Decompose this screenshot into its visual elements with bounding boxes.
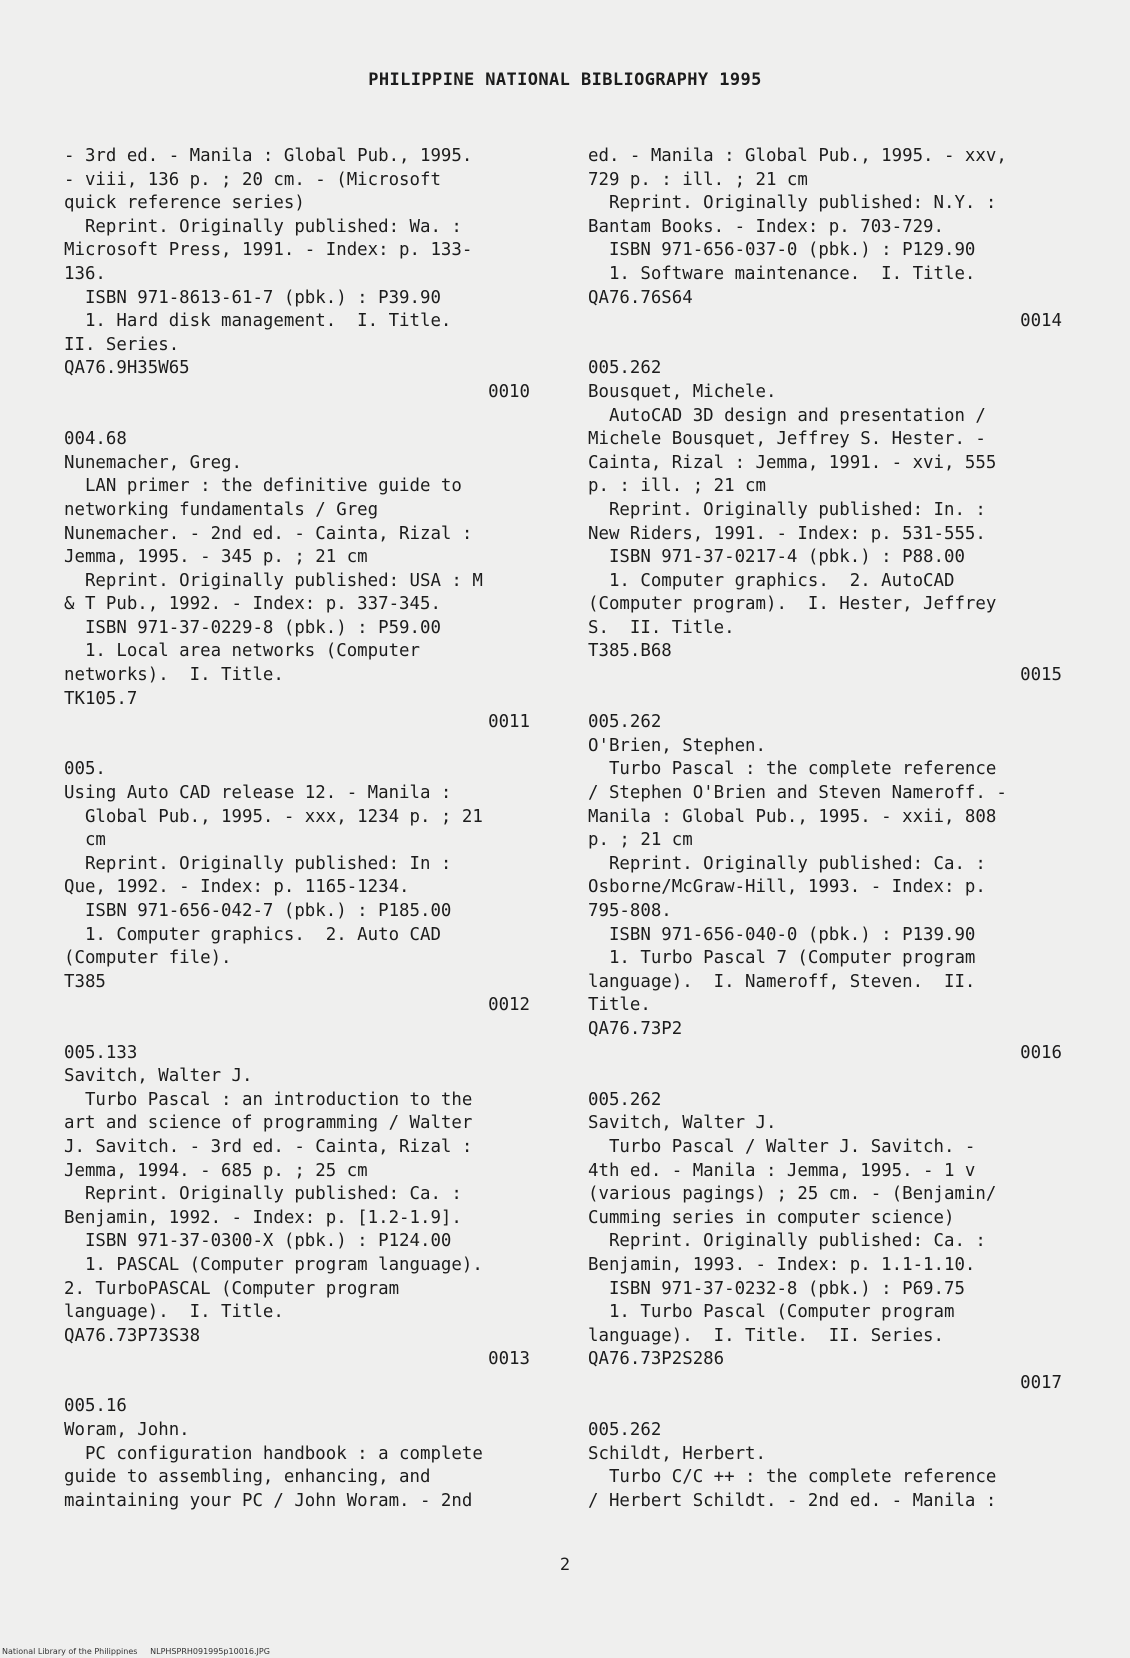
entry-line: Reprint. Originally published: Ca. : [588,853,986,874]
spacer-line [588,1395,1066,1419]
entry-line: Using Auto CAD release 12. - Manila : [64,783,452,804]
entry-line: QA76.76S64 [588,287,693,308]
entry-line: 729 p. : ill. ; 21 cm [588,169,808,190]
entry-line: Osborne/McGraw-Hill, 1993. - Index: p. [588,877,986,898]
entry-line: / Stephen O'Brien and Steven Nameroff. - [588,783,1007,804]
entry-line: New Riders, 1991. - Index: p. 531-555. [588,523,986,544]
entry-line: quick reference series) [64,193,305,214]
entry-line: Benjamin, 1993. - Index: p. 1.1-1.10. [588,1254,976,1275]
entry-line: / Herbert Schildt. - 2nd ed. - Manila : [588,1490,997,1511]
entry-line: 005.262 [588,358,662,379]
entry-line: Reprint. Originally published: In. : [588,499,986,520]
entry-line: 136. [64,263,106,284]
entry-line: O'Brien, Stephen. [588,735,766,756]
spacer-line [588,688,1066,712]
entry-line: 795-808. [588,901,672,921]
entry-line: 005.262 [588,712,662,733]
entry-line: Global Pub., 1995. - xxx, 1234 p. ; 21 [64,806,483,827]
entry-line: ISBN 971-37-0229-8 (pbk.) : P59.00 [64,617,441,638]
page-number: 2 [559,1555,571,1575]
entry-line: S. II. Title. [588,617,735,638]
entry-line: Reprint. Originally published: In : [64,853,452,874]
entry-line: 1. Turbo Pascal 7 (Computer program [588,948,976,969]
entry-line: p. ; 21 cm [588,830,693,851]
entry-number: 0013 [488,1349,530,1370]
entry-number: 0016 [1020,1042,1062,1063]
entry-line: QA76.73P73S38 [64,1325,201,1346]
spacer-line [588,1065,1066,1089]
entry-line: Cumming series in computer science) [588,1207,955,1228]
entry-line: Jemma, 1994. - 685 p. ; 25 cm [64,1160,368,1181]
entry-number: 0014 [1020,311,1062,332]
entry-line: Title. [588,995,651,1016]
right-column [588,145,1066,1513]
entry-line: art and science of programming / Walter [64,1113,473,1134]
entry-number: 0017 [1020,1372,1062,1393]
entry-line: 005.262 [588,1089,662,1110]
entry-number: 0011 [488,712,530,733]
entry-line: ISBN 971-37-0217-4 (pbk.) : P88.00 [588,547,965,568]
entry-line: Microsoft Press, 1991. - Index: p. 133- [64,240,473,261]
entry-line: ISBN 971-656-042-7 (pbk.) : P185.00 [64,901,452,921]
entry-line: 1. Turbo Pascal (Computer program [588,1302,955,1323]
page-title: PHILIPPINE NATIONAL BIBLIOGRAPHY 1995 [368,70,762,90]
entry-line: Bantam Books. - Index: p. 703-729. [588,216,944,237]
entry-line: Savitch, Walter J. [64,1066,253,1087]
entry-line: Jemma, 1995. - 345 p. ; 21 cm [64,547,368,568]
entry-line: cm [64,830,106,851]
scan-footer: National Library of the Philippines NLPHSPRH091995p10016.JPG [2,1647,270,1656]
entry-line: Reprint. Originally published: USA : M [64,570,483,591]
entry-line: 1. Hard disk management. I. Title. [64,311,452,332]
entry-line: T385.B68 [588,641,672,662]
entry-line: Michele Bousquet, Jeffrey S. Hester. - [588,429,986,450]
entry-line: II. Series. [64,334,180,355]
entry-line: maintaining your PC / John Woram. - 2nd [64,1490,473,1511]
entry-number: 0012 [488,995,530,1016]
entry-line: 005.16 [64,1396,127,1417]
entry-line: LAN primer : the definitive guide to [64,476,462,497]
entry-line: 4th ed. - Manila : Jemma, 1995. - 1 v [588,1160,976,1181]
entry-line: language). I. Title. [64,1302,284,1323]
entry-line: 1. Computer graphics. 2. AutoCAD [588,570,955,591]
entry-line: Bousquet, Michele. [588,381,777,402]
entry-line: ISBN 971-37-0232-8 (pbk.) : P69.75 [588,1278,965,1299]
entry-line: 1. Computer graphics. 2. Auto CAD [64,924,441,945]
entry-line: Woram, John. [64,1420,190,1441]
entry-line: 005.262 [588,1420,662,1441]
entry-line: Cainta, Rizal : Jemma, 1991. - xvi, 555 [588,452,997,473]
entry-line: Reprint. Originally published: N.Y. : [588,193,997,214]
entry-line: 1. Software maintenance. I. Title. [588,263,976,284]
entry-line: ISBN 971-656-040-0 (pbk.) : P139.90 [588,924,976,945]
left-column [64,145,534,1513]
entry-line: PC configuration handbook : a complete [64,1443,483,1464]
entry-line: p. : ill. ; 21 cm [588,476,766,497]
spacer-line [64,405,534,429]
entry-line: Reprint. Originally published: Ca. : [64,1184,462,1205]
entry-line: Turbo Pascal : the complete reference [588,759,997,780]
entry-line: language). I. Title. II. Series. [588,1325,944,1346]
spacer-line [64,1018,534,1042]
entry-line: AutoCAD 3D design and presentation / [588,405,986,426]
entry-line: Schildt, Herbert. [588,1443,766,1464]
entry-line: ISBN 971-656-037-0 (pbk.) : P129.90 [588,240,976,261]
entry-line: QA76.9H35W65 [64,358,190,379]
entry-number: 0010 [488,381,530,402]
entry-line: 1. PASCAL (Computer program language). [64,1254,483,1275]
entry-line: 1. Local area networks (Computer [64,641,420,662]
entry-line: Nunemacher. - 2nd ed. - Cainta, Rizal : [64,523,473,544]
entry-line: Reprint. Originally published: Wa. : [64,216,462,237]
entry-line: ISBN 971-37-0300-X (pbk.) : P124.00 [64,1231,452,1252]
entry-line: (various pagings) ; 25 cm. - (Benjamin/ [588,1184,997,1205]
entry-line: Reprint. Originally published: Ca. : [588,1231,986,1252]
entry-line: Benjamin, 1992. - Index: p. [1.2-1.9]. [64,1207,462,1228]
spacer-line [588,334,1066,358]
entry-line: 004.68 [64,429,127,450]
entry-line: - viii, 136 p. ; 20 cm. - (Microsoft [64,169,441,190]
entry-line: networking fundamentals / Greg [64,499,379,520]
entry-line: TK105.7 [64,688,138,709]
entry-line: T385 [64,971,106,992]
entry-line: ISBN 971-8613-61-7 (pbk.) : P39.90 [64,287,441,308]
entry-line: Que, 1992. - Index: p. 1165-1234. [64,877,410,898]
entry-line: 2. TurboPASCAL (Computer program [64,1278,400,1299]
entry-line: - 3rd ed. - Manila : Global Pub., 1995. [64,146,473,166]
entry-line: Manila : Global Pub., 1995. - xxii, 808 [588,806,997,827]
entry-line: QA76.73P2S286 [588,1349,725,1370]
entry-line: guide to assembling, enhancing, and [64,1467,431,1488]
entry-line: J. Savitch. - 3rd ed. - Cainta, Rizal : [64,1136,473,1157]
spacer-line [64,1372,534,1396]
entry-line: 005. [64,759,106,780]
spacer-line [64,735,534,759]
entry-line: Turbo C/C ++ : the complete reference [588,1467,997,1488]
entry-line: 005.133 [64,1042,138,1063]
entry-line: (Computer file). [64,948,232,969]
entry-line: Nunemacher, Greg. [64,452,242,473]
entry-line: networks). I. Title. [64,665,284,686]
entry-line: Savitch, Walter J. [588,1113,777,1134]
entry-line: & T Pub., 1992. - Index: p. 337-345. [64,594,441,615]
entry-line: (Computer program). I. Hester, Jeffrey [588,594,997,615]
entry-number: 0015 [1020,665,1062,686]
entry-line: QA76.73P2 [588,1018,683,1039]
entry-line: Turbo Pascal / Walter J. Savitch. - [588,1136,976,1157]
entry-line: language). I. Nameroff, Steven. II. [588,971,976,992]
entry-line: ed. - Manila : Global Pub., 1995. - xxv, [588,146,1007,166]
entry-line: Turbo Pascal : an introduction to the [64,1089,473,1110]
